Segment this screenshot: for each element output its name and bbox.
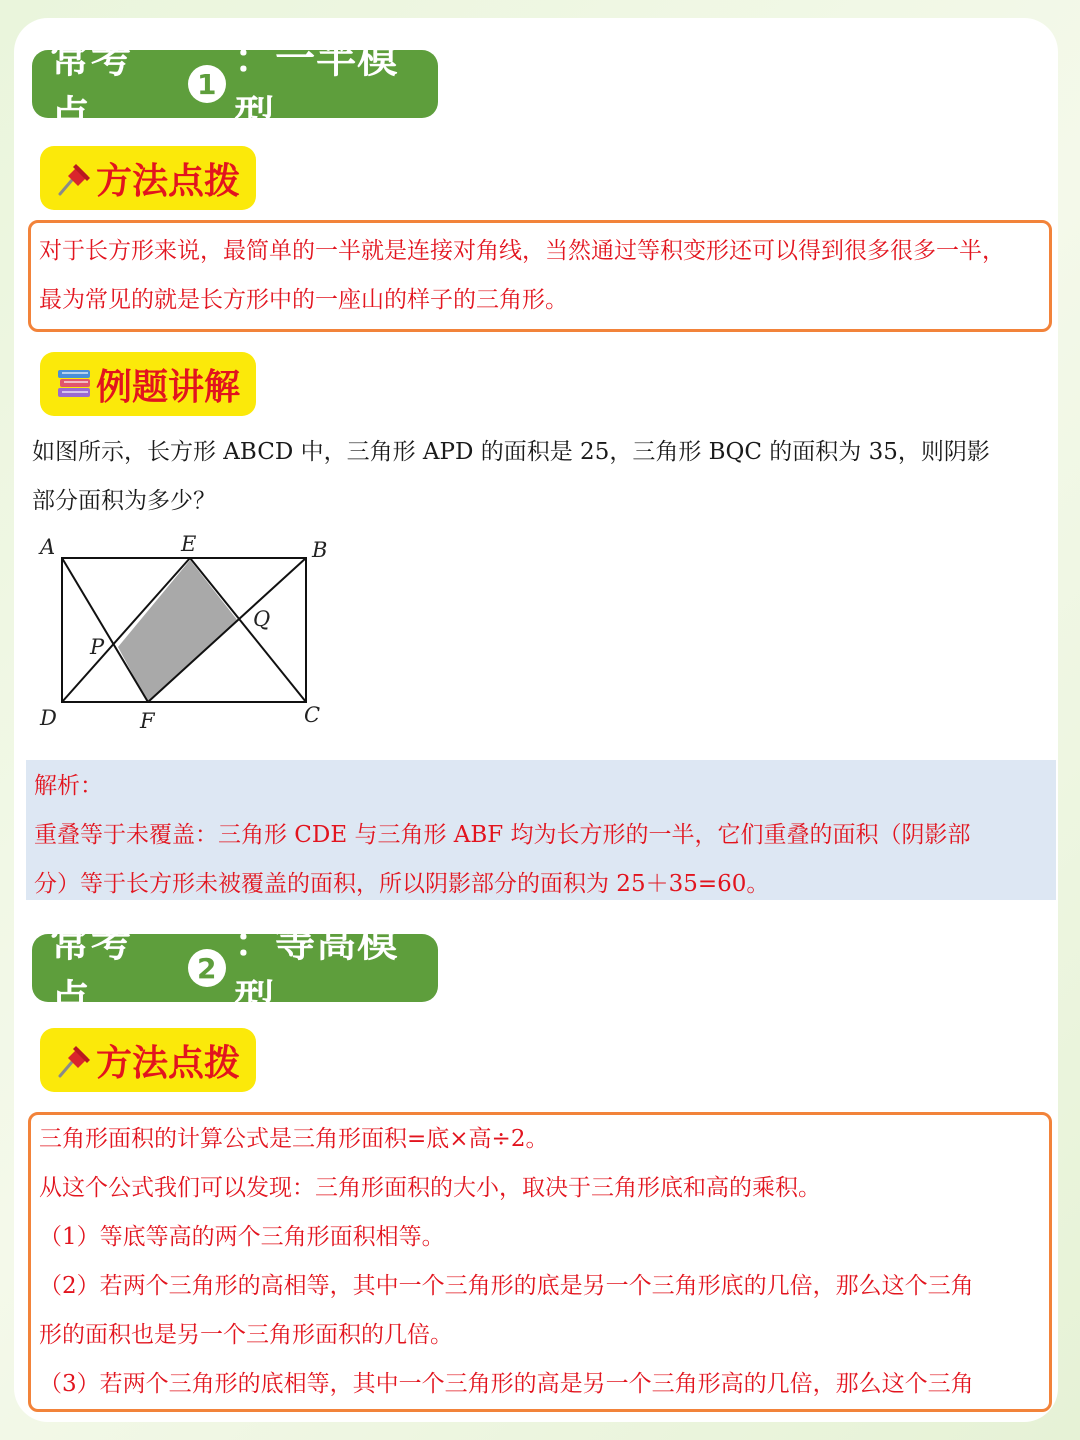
books-icon (54, 364, 94, 404)
label-e: E (181, 532, 197, 556)
example-tag (40, 352, 256, 416)
question-line-2: 部分面积为多少？ (32, 488, 216, 514)
rectangle-figure (38, 530, 348, 740)
method-2-line-4: （2）若两个三角形的高相等，其中一个三角形的底是另一个三角形底的几倍，那么这个三角 (39, 1273, 974, 1299)
label-q: Q (253, 607, 271, 631)
pushpin-icon (54, 1040, 94, 1080)
section-1-number-badge: 1 (188, 65, 226, 103)
method-box-2 (28, 1112, 1052, 1412)
method-tag-1-label: 方法点拨 (96, 160, 241, 202)
method-tag-2-label: 方法点拨 (96, 1042, 241, 1084)
example-tag-label: 例题讲解 (96, 366, 241, 408)
method-2-line-5: 形的面积也是另一个三角形面积的几倍。 (39, 1322, 453, 1348)
label-p: P (90, 635, 105, 659)
label-d: D (40, 706, 57, 730)
method-tag-2 (40, 1028, 256, 1092)
section-2-number-badge: 2 (188, 949, 226, 987)
analysis-line-1: 重叠等于未覆盖：三角形 CDE 与三角形 ABF 均为长方形的一半，它们重叠的面积（阴影部 (34, 822, 971, 848)
method-2-line-6: （3）若两个三角形的底相等，其中一个三角形的高是另一个三角形高的几倍，那么这个三角 (39, 1371, 974, 1397)
analysis-title: 解析： (34, 773, 103, 799)
example-question (32, 428, 1042, 526)
method-2-line-3: （1）等底等高的两个三角形面积相等。 (39, 1224, 445, 1250)
analysis-box (26, 760, 1056, 900)
section-1-title-prefix: 常考点 (50, 36, 132, 139)
section-2-header (32, 920, 438, 1023)
method-tag-1 (40, 146, 256, 210)
method-1-line-2: 最为常见的就是长方形中的一座山的样子的三角形。 (39, 287, 568, 313)
question-line-1: 如图所示，长方形 ABCD 中，三角形 APD 的面积是 25，三角形 BQC 的面积为 35，则阴影 (32, 439, 990, 465)
section-1-title-suffix: ：一半模型 (234, 36, 399, 139)
analysis-line-2: 分）等于长方形未被覆盖的面积，所以阴影部分的面积为 25＋35=60。 (34, 871, 770, 897)
label-a: A (40, 535, 56, 559)
method-2-line-1: 三角形面积的计算公式是三角形面积=底×高÷2。 (39, 1126, 549, 1152)
pushpin-icon (54, 158, 94, 198)
label-b: B (312, 538, 328, 562)
content-card (14, 18, 1058, 1422)
section-2-title-prefix: 常考点 (50, 920, 132, 1023)
method-1-line-1: 对于长方形来说，最简单的一半就是连接对角线，当然通过等积变形还可以得到很多很多一半， (39, 238, 1005, 264)
label-c: C (304, 703, 321, 727)
section-2-title-suffix: ：等高模型 (234, 920, 399, 1023)
section-1-header (32, 36, 438, 139)
method-box-1 (28, 220, 1052, 332)
label-f: F (140, 709, 155, 733)
method-2-line-2: 从这个公式我们可以发现：三角形面积的大小，取决于三角形底和高的乘积。 (39, 1175, 821, 1201)
